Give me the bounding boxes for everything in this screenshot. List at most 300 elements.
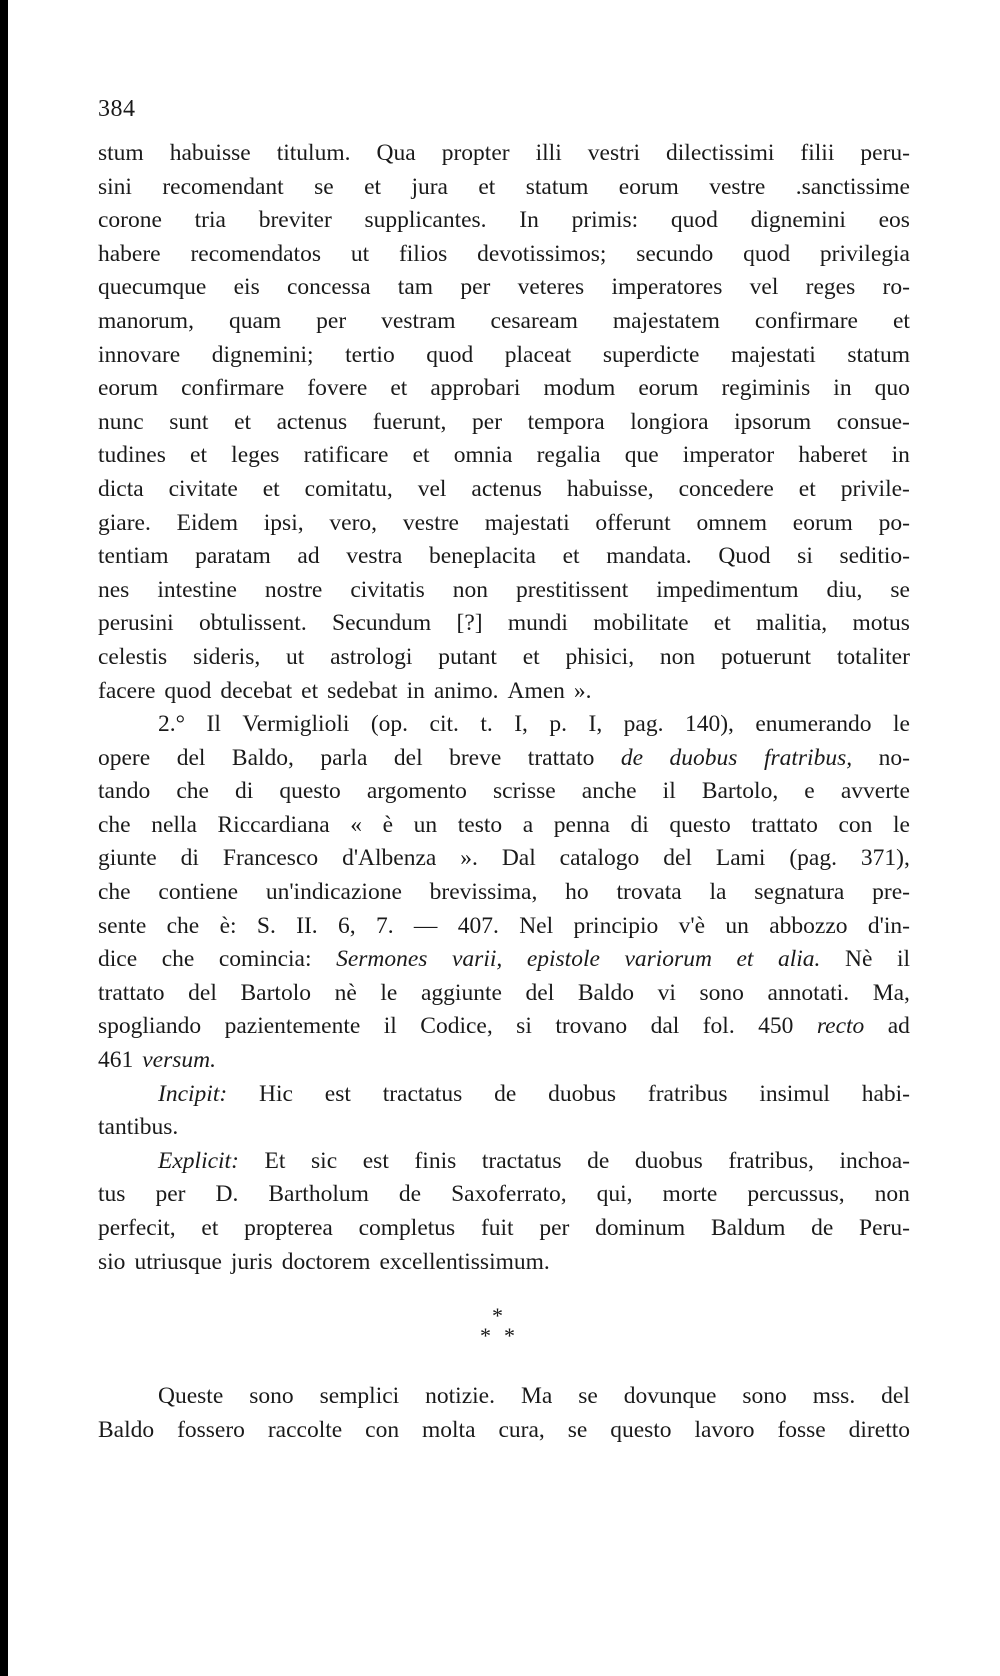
word: regalia <box>536 442 601 469</box>
word: Dal <box>501 845 536 872</box>
word: la <box>709 879 727 906</box>
text-line <box>98 473 910 507</box>
word: habi- <box>861 1080 910 1107</box>
word: supplicantes. <box>364 207 487 234</box>
word: d'in- <box>867 912 910 939</box>
word: nostre <box>264 576 323 603</box>
word: habere <box>98 240 161 267</box>
word: tentiam <box>98 543 169 570</box>
word: veteres <box>517 274 585 301</box>
word: del <box>525 979 555 1006</box>
word: Bartolo <box>240 979 311 1006</box>
word: est <box>324 1080 351 1107</box>
word: civitate <box>168 475 238 502</box>
word: in <box>833 375 852 402</box>
word: di <box>235 778 254 805</box>
word: opere <box>98 744 151 771</box>
word: Nè <box>844 946 873 973</box>
word: et <box>301 677 319 704</box>
word: de <box>494 1080 517 1107</box>
word: S. <box>256 912 276 939</box>
word: vestre <box>402 509 459 536</box>
word: un <box>413 811 438 838</box>
word: haberet <box>798 442 868 469</box>
word: che <box>161 946 195 973</box>
word: ut <box>286 643 305 670</box>
word: peru- <box>860 140 910 166</box>
word: si <box>516 1013 532 1040</box>
word: fuit <box>480 1215 514 1241</box>
text-line <box>98 339 910 373</box>
word: Quod <box>718 543 771 570</box>
text-line <box>98 372 910 406</box>
word: et <box>522 643 540 670</box>
text-line <box>98 406 910 440</box>
word: Vermiglioli <box>242 711 350 738</box>
word: privile- <box>840 475 910 502</box>
word: dilectissimi <box>666 140 775 166</box>
word: le <box>380 979 398 1006</box>
text-line <box>98 238 910 272</box>
text-line <box>98 574 910 608</box>
word: 371), <box>860 845 910 872</box>
word: que <box>624 442 659 469</box>
word: se <box>314 173 334 200</box>
word: vestra <box>346 543 403 570</box>
word: actenus <box>471 475 542 502</box>
word: raccolte <box>267 1416 343 1443</box>
word: et <box>412 442 430 469</box>
word: tempora <box>527 408 605 435</box>
word: duobus <box>669 744 738 771</box>
word: fratribus <box>647 1080 728 1107</box>
word: abbozzo <box>769 912 848 939</box>
word: eos <box>878 207 910 234</box>
word: Explicit: <box>158 1147 239 1174</box>
word: ad <box>887 1013 910 1040</box>
word: tractatus <box>481 1147 562 1174</box>
word: confirmare <box>181 375 285 402</box>
word: Eidem <box>176 509 238 536</box>
word: principio <box>573 912 659 939</box>
word: corone <box>98 207 162 234</box>
word: 461 <box>98 1047 134 1074</box>
word: mandata. <box>606 543 692 570</box>
word: placeat <box>504 341 572 368</box>
text-line <box>98 1380 910 1414</box>
word: p. <box>549 711 568 738</box>
word: enumerando <box>755 711 872 738</box>
word: habuisse <box>169 140 251 166</box>
word: [?] <box>456 610 483 637</box>
word: eorum <box>792 509 853 536</box>
text-line <box>98 1078 910 1112</box>
word: propter <box>441 140 510 166</box>
text-line <box>98 1111 910 1145</box>
word: Bartolo, <box>701 778 779 805</box>
word: vestram <box>381 307 456 334</box>
text-line <box>98 1212 910 1246</box>
word: nella <box>151 811 197 838</box>
word: seditio- <box>839 543 910 570</box>
word: vi <box>657 979 676 1006</box>
word: majestati <box>730 341 816 368</box>
word: con <box>838 811 873 838</box>
word: cesaream <box>490 307 578 334</box>
word: del <box>176 744 206 771</box>
text-line <box>98 271 910 305</box>
word: pag. <box>623 711 664 738</box>
word: Peru- <box>859 1215 910 1241</box>
word: Incipit: <box>158 1080 228 1107</box>
word: segnatura <box>754 879 845 906</box>
word: civitatis <box>350 576 425 603</box>
word: catalogo <box>559 845 640 872</box>
text-line <box>98 439 910 473</box>
text-line <box>98 171 910 205</box>
word: quod <box>164 677 212 704</box>
word: trovano <box>555 1013 628 1040</box>
word: Hic <box>259 1080 293 1107</box>
page-number: 384 <box>98 96 136 122</box>
word: sini <box>98 173 132 200</box>
word: ». <box>460 845 478 872</box>
word: prestitissent <box>515 576 629 603</box>
word: obtulissent. <box>199 610 307 637</box>
word: Francesco <box>222 845 319 872</box>
word: secundo <box>636 240 714 267</box>
word: cit. <box>429 711 459 738</box>
body-text-continued <box>98 1380 910 1447</box>
word: completus <box>358 1215 456 1241</box>
word: comincia: <box>218 946 312 973</box>
word: per <box>472 408 503 435</box>
word: malitia, <box>756 610 828 637</box>
word: questo <box>669 811 731 838</box>
word: juris <box>230 1248 273 1275</box>
word: omnem <box>696 509 767 536</box>
word: trattato <box>98 979 165 1006</box>
word: sono <box>249 1383 294 1409</box>
text-line <box>98 943 910 977</box>
word: per <box>316 307 347 334</box>
word: aggiunte <box>420 979 502 1006</box>
word: ro- <box>882 274 910 301</box>
word: tus <box>98 1181 126 1208</box>
word: avverte <box>840 778 910 805</box>
text-line <box>98 876 910 910</box>
word: confirmare <box>754 307 858 334</box>
word: recomendant <box>162 173 284 200</box>
word: doctorem <box>281 1248 371 1275</box>
word: Sermones <box>336 946 428 973</box>
word: notizie. <box>425 1383 495 1409</box>
word: semplici <box>319 1383 400 1409</box>
word: Baldo, <box>231 744 294 771</box>
word: primis: <box>571 207 639 234</box>
word: fosse <box>777 1416 826 1443</box>
word: majestatem <box>612 307 720 334</box>
word: nunc <box>98 408 144 435</box>
word: tudines <box>98 442 166 469</box>
word: de <box>811 1215 834 1241</box>
word: ». <box>573 677 592 704</box>
word: molta <box>422 1416 476 1443</box>
text-line <box>98 842 910 876</box>
word: testo <box>457 811 503 838</box>
word: breviter <box>258 207 332 234</box>
word: quod <box>670 207 718 234</box>
word: si <box>797 543 813 570</box>
word: d'Albenza <box>342 845 437 872</box>
word: vero, <box>329 509 378 536</box>
word: Baldum <box>710 1215 786 1241</box>
word: dice <box>98 946 138 973</box>
text-line <box>98 1178 910 1212</box>
text-line <box>98 775 910 809</box>
word: majestati <box>484 509 570 536</box>
word: lavoro <box>694 1416 755 1443</box>
asterism-star: * <box>504 1323 515 1348</box>
word: Il <box>206 711 221 738</box>
word: anche <box>581 778 637 805</box>
word: sio <box>98 1248 126 1275</box>
word: fratribus, <box>763 744 853 771</box>
word: illi <box>535 140 562 166</box>
word: eorum <box>638 375 699 402</box>
word: astrologi <box>330 643 413 670</box>
word: sunt <box>169 408 209 435</box>
word: alia. <box>778 946 821 973</box>
word: paratam <box>195 543 271 570</box>
word: Ma, <box>872 979 910 1006</box>
word: non <box>874 1181 910 1208</box>
word: regiminis <box>721 375 811 402</box>
word: vestri <box>587 140 640 166</box>
word: statum <box>847 341 910 368</box>
word: del <box>881 1383 910 1409</box>
word: Secundum <box>332 610 432 637</box>
word: reges <box>805 274 856 301</box>
text-line <box>98 977 910 1011</box>
word: dignemini; <box>211 341 314 368</box>
word: duobus <box>634 1147 703 1174</box>
word: dicta <box>98 475 144 502</box>
word: diretto <box>848 1416 910 1443</box>
word: superdicte <box>602 341 700 368</box>
word: pre- <box>872 879 910 906</box>
word: è <box>382 811 394 838</box>
word: pazientemente <box>224 1013 361 1040</box>
word: et <box>562 543 580 570</box>
word: et <box>798 475 816 502</box>
word: per <box>539 1215 570 1241</box>
word: con <box>365 1416 400 1443</box>
word: se <box>890 576 910 603</box>
word: et <box>201 1215 219 1241</box>
word: 6, <box>338 912 356 939</box>
word: longiora <box>630 408 709 435</box>
word: manorum, <box>98 307 194 334</box>
word: animo. <box>433 677 499 704</box>
word: inchoa- <box>839 1147 910 1174</box>
word: brevissima, <box>429 879 538 906</box>
word: questo <box>610 1416 672 1443</box>
word: facere <box>98 677 156 704</box>
word: Qua <box>376 140 416 166</box>
asterism-star: * <box>480 1323 491 1348</box>
word: comitatu, <box>304 475 393 502</box>
word: offerunt <box>595 509 671 536</box>
text-line <box>98 675 910 709</box>
word: de <box>620 744 644 771</box>
word: fuerunt, <box>372 408 447 435</box>
word: dominum <box>595 1215 686 1241</box>
word: il <box>383 1013 397 1040</box>
word: duobus <box>548 1080 617 1107</box>
word: mobilitate <box>593 610 689 637</box>
word: modum <box>543 375 616 402</box>
word: sic <box>311 1147 338 1174</box>
word: motus <box>852 610 910 637</box>
word: innovare <box>98 341 181 368</box>
word: penna <box>553 811 610 838</box>
word: fratribus, <box>728 1147 814 1174</box>
word: sedebat <box>327 677 398 704</box>
word: a <box>522 811 534 838</box>
word: Codice, <box>420 1013 493 1040</box>
word: consue- <box>836 408 910 435</box>
word: 7. <box>375 912 394 939</box>
word: impedimentum <box>656 576 799 603</box>
word: che <box>98 811 131 838</box>
word: non <box>452 576 488 603</box>
word: dignemini <box>750 207 846 234</box>
word: recto <box>816 1013 865 1040</box>
text-line <box>98 742 910 776</box>
word: se <box>567 1416 588 1443</box>
word: eorum <box>618 173 679 200</box>
word: il <box>896 946 910 973</box>
word: sono <box>699 979 744 1006</box>
word: 2.° <box>158 711 186 738</box>
word: — <box>413 912 438 939</box>
word: (pag. <box>789 845 837 872</box>
text-line <box>98 507 910 541</box>
word: un'indicazione <box>265 879 402 906</box>
text-line <box>98 137 910 171</box>
word: devotissimos; <box>477 240 607 267</box>
word: quo <box>874 375 910 402</box>
word: se <box>578 1383 598 1409</box>
word: mundi <box>507 610 568 637</box>
word: ho <box>565 879 589 906</box>
word: concedere <box>678 475 774 502</box>
word: v'è <box>678 912 706 939</box>
word: qui, <box>596 1181 633 1208</box>
word: t. <box>480 711 493 738</box>
word: II. <box>296 912 318 939</box>
word: et <box>364 173 382 200</box>
word: percussus, <box>747 1181 845 1208</box>
word: fol. <box>702 1013 735 1040</box>
text-line <box>98 910 910 944</box>
word: de <box>398 1181 422 1208</box>
word: Ma <box>520 1383 553 1409</box>
word: Baldo <box>577 979 634 1006</box>
text-line <box>98 1044 910 1078</box>
word: per <box>155 1181 186 1208</box>
word: potuerunt <box>720 643 812 670</box>
word: .sanctissime <box>795 173 910 200</box>
word: sideris, <box>192 643 261 670</box>
word: Amen <box>507 677 565 704</box>
word: est <box>362 1147 389 1174</box>
word: ratificare <box>303 442 389 469</box>
text-line <box>98 1010 910 1044</box>
asterism-separator <box>478 1303 528 1348</box>
word: habuisse, <box>566 475 654 502</box>
word: quecumque <box>98 274 207 301</box>
word: parla <box>320 744 368 771</box>
word: le <box>893 711 910 738</box>
word: in <box>406 677 425 704</box>
text-line <box>98 540 910 574</box>
word: insimul <box>759 1080 830 1107</box>
word: di <box>630 811 649 838</box>
word: recomendatos <box>190 240 321 267</box>
word: le <box>893 811 910 838</box>
word: cura, <box>498 1416 545 1443</box>
scan-edge <box>0 0 8 1676</box>
word: Et <box>264 1147 286 1174</box>
word: Nel <box>519 912 554 939</box>
word: perfecit, <box>98 1215 176 1241</box>
word: breve <box>449 744 502 771</box>
word: è: <box>219 912 237 939</box>
word: excellentissimum. <box>379 1248 550 1275</box>
word: approbari <box>430 375 521 402</box>
word: nè <box>334 979 357 1006</box>
word: giare. <box>98 509 151 536</box>
word: tantibus. <box>98 1114 179 1141</box>
asterism-star: * <box>492 1303 503 1328</box>
word: morte <box>662 1181 718 1208</box>
word: filios <box>398 240 448 267</box>
word: concessa <box>287 274 371 301</box>
word: contiene <box>158 879 239 906</box>
word: giunte <box>98 845 157 872</box>
word: in <box>891 442 910 469</box>
word: et <box>892 307 910 334</box>
word: de <box>587 1147 610 1174</box>
word: et <box>713 610 731 637</box>
word: quod <box>426 341 474 368</box>
word: tractatus <box>382 1080 463 1107</box>
word: stum <box>98 140 144 166</box>
word: privilegia <box>819 240 910 267</box>
word: beneplacita <box>428 543 536 570</box>
word: et <box>262 475 280 502</box>
word: filii <box>800 140 835 166</box>
word: e <box>804 778 815 805</box>
word: sente <box>98 912 147 939</box>
word: imperatores <box>611 274 723 301</box>
word: no- <box>878 744 910 771</box>
word: et <box>234 408 252 435</box>
word: dovunque <box>623 1383 717 1409</box>
word: intestine <box>157 576 237 603</box>
